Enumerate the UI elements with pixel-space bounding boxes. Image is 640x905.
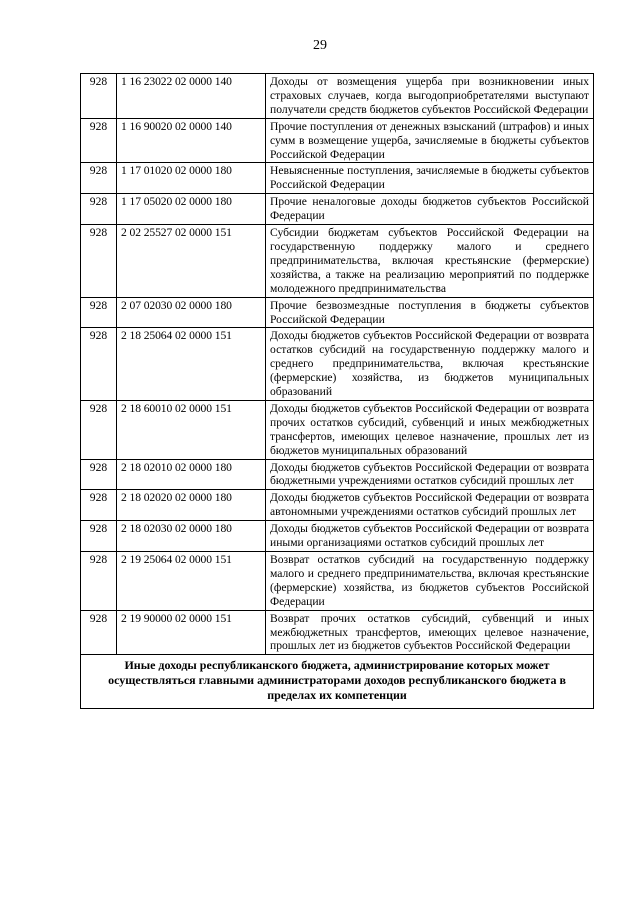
- revenue-code-cell: 2 18 02030 02 0000 180: [117, 521, 266, 552]
- table-row: [81, 225, 594, 298]
- revenue-name-cell: Доходы бюджетов субъектов Российской Федерации от возврата автономными учреждениями остатков субсидий прошлых лет: [266, 490, 594, 521]
- revenue-code-cell: 1 17 05020 02 0000 180: [117, 194, 266, 225]
- revenue-code-cell: 1 16 90020 02 0000 140: [117, 118, 266, 163]
- page-number: 29: [313, 38, 327, 53]
- table-row: [81, 74, 594, 119]
- revenue-name-cell: Доходы бюджетов субъектов Российской Федерации от возврата остатков субсидий на государственную поддержку малого и среднего предпринимательства, включая крестьянские (фермерские) хозяйства, из бюджетов муниципальных образований: [266, 328, 594, 401]
- admin-code-cell: 928: [81, 194, 117, 225]
- table-row: [81, 118, 594, 163]
- revenue-name-cell: Доходы от возмещения ущерба при возникновении иных страховых случаев, когда выгодоприобретателями выступают получатели средств бюджетов субъектов Российской Федерации: [266, 74, 594, 119]
- revenue-code-cell: 2 19 25064 02 0000 151: [117, 552, 266, 611]
- revenue-code-cell: 2 02 25527 02 0000 151: [117, 225, 266, 298]
- section-heading: Иные доходы республиканского бюджета, администрирование которых может осуществляться главными администраторами доходов республиканского бюджета в пределах их компетенции: [81, 655, 594, 709]
- table-row: [81, 297, 594, 328]
- table-body: [81, 74, 594, 655]
- table-footer-row: [81, 655, 594, 709]
- revenue-name-cell: Прочие безвозмездные поступления в бюджеты субъектов Российской Федерации: [266, 297, 594, 328]
- admin-code-cell: 928: [81, 459, 117, 490]
- table-row: [81, 610, 594, 655]
- revenue-name-cell: Возврат остатков субсидий на государственную поддержку малого и среднего предпринимательства, включая крестьянские (фермерские) хозяйства, из бюджетов субъектов Российской Федерации: [266, 552, 594, 611]
- revenue-code-cell: 2 18 60010 02 0000 151: [117, 400, 266, 459]
- revenue-code-cell: 1 16 23022 02 0000 140: [117, 74, 266, 119]
- admin-code-cell: 928: [81, 74, 117, 119]
- table-row: [81, 328, 594, 401]
- revenue-code-cell: 2 19 90000 02 0000 151: [117, 610, 266, 655]
- table-row: [81, 490, 594, 521]
- table-row: [81, 163, 594, 194]
- revenue-code-cell: 1 17 01020 02 0000 180: [117, 163, 266, 194]
- revenue-code-cell: 2 18 25064 02 0000 151: [117, 328, 266, 401]
- admin-code-cell: 928: [81, 552, 117, 611]
- admin-code-cell: 928: [81, 163, 117, 194]
- table-row: [81, 194, 594, 225]
- revenue-name-cell: Доходы бюджетов субъектов Российской Федерации от возврата прочих остатков субсидий, субвенций и иных межбюджетных трансфертов, имеющих целевое назначение, прошлых лет из бюджетов муниципальных образований: [266, 400, 594, 459]
- revenue-name-cell: Доходы бюджетов субъектов Российской Федерации от возврата иными организациями остатков субсидий прошлых лет: [266, 521, 594, 552]
- revenue-codes-table: [80, 73, 594, 709]
- revenue-name-cell: Возврат прочих остатков субсидий, субвенций и иных межбюджетных трансфертов, имеющих целевое назначение, прошлых лет из бюджетов субъектов Российской Федерации: [266, 610, 594, 655]
- admin-code-cell: 928: [81, 521, 117, 552]
- admin-code-cell: 928: [81, 328, 117, 401]
- revenue-code-cell: 2 07 02030 02 0000 180: [117, 297, 266, 328]
- admin-code-cell: 928: [81, 490, 117, 521]
- table-row: [81, 521, 594, 552]
- table-row: [81, 552, 594, 611]
- revenue-code-cell: 2 18 02010 02 0000 180: [117, 459, 266, 490]
- revenue-name-cell: Прочие поступления от денежных взысканий (штрафов) и иных сумм в возмещение ущерба, зачисляемые в бюджеты субъектов Российской Федерации: [266, 118, 594, 163]
- admin-code-cell: 928: [81, 118, 117, 163]
- admin-code-cell: 928: [81, 297, 117, 328]
- admin-code-cell: 928: [81, 225, 117, 298]
- revenue-name-cell: Субсидии бюджетам субъектов Российской Федерации на государственную поддержку малого и среднего предпринимательства, включая крестьянские (фермерские) хозяйства, а также на реализацию мероприятий по поддержке молодежного предпринимательства: [266, 225, 594, 298]
- revenue-name-cell: Невыясненные поступления, зачисляемые в бюджеты субъектов Российской Федерации: [266, 163, 594, 194]
- table-row: [81, 459, 594, 490]
- revenue-name-cell: Доходы бюджетов субъектов Российской Федерации от возврата бюджетными учреждениями остатков субсидий прошлых лет: [266, 459, 594, 490]
- admin-code-cell: 928: [81, 400, 117, 459]
- revenue-code-cell: 2 18 02020 02 0000 180: [117, 490, 266, 521]
- revenue-name-cell: Прочие неналоговые доходы бюджетов субъектов Российской Федерации: [266, 194, 594, 225]
- table-row: [81, 400, 594, 459]
- admin-code-cell: 928: [81, 610, 117, 655]
